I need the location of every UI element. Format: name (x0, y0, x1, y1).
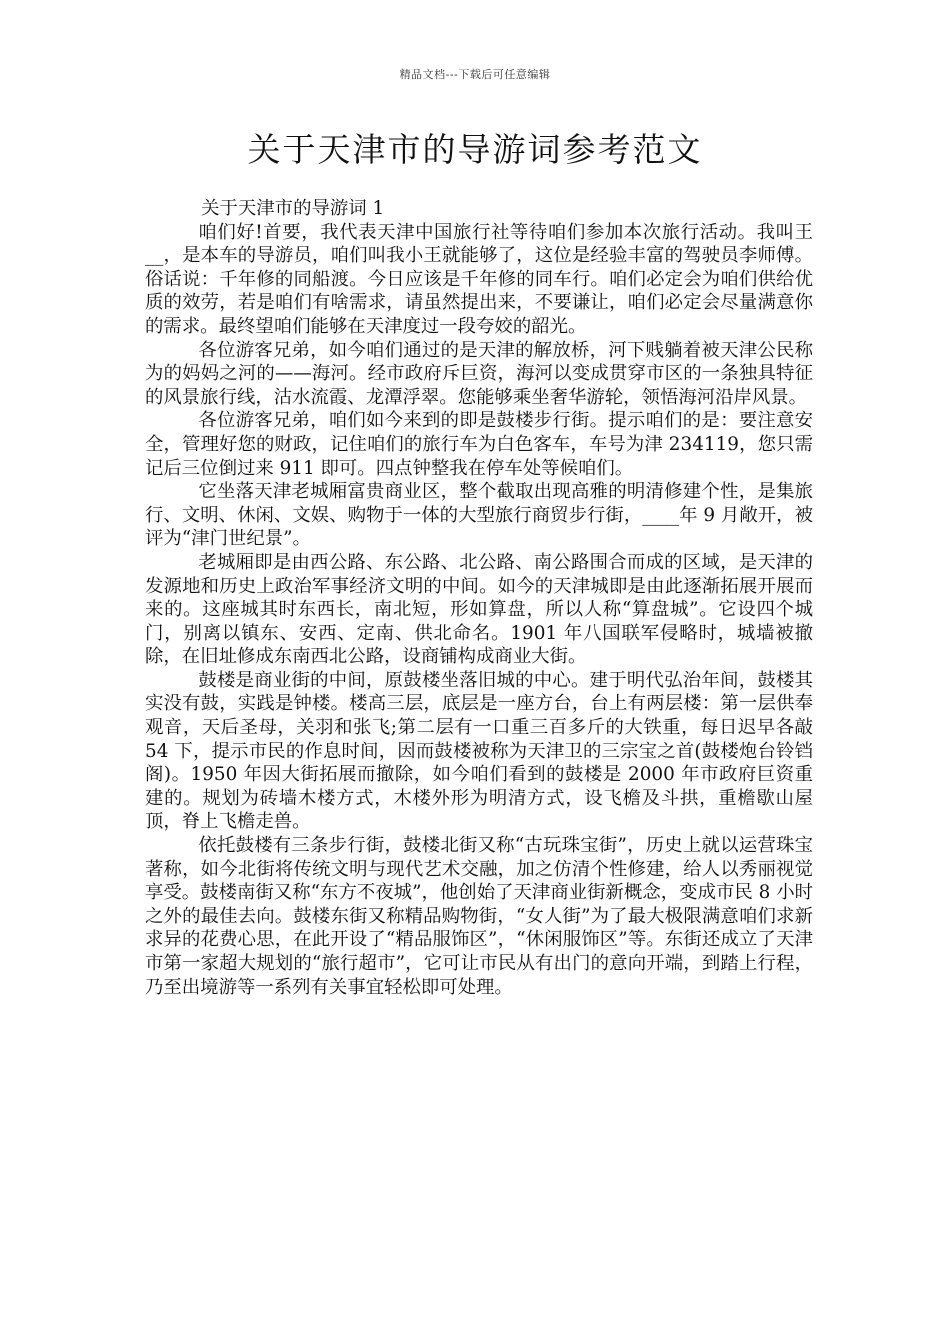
header-note: 精品文档---下载后可任意编辑 (399, 68, 551, 81)
paragraph-7: 依托鼓楼有三条步行街，鼓楼北街又称“古玩珠宝街”，历史上就以运营珠宝著称，如今北街将传统文明与现代艺术交融，加之仿清个性修建，给人以秀丽视觉享受。鼓楼南街又称“东方不夜城”，他创始了天津商业街新概念，变成市民 8 小时之外的最佳去向。鼓楼东街又称精品购物街，“女人街”为了最大极限满意咱们求新求异的花费心思，在此开设了“精品服饰区”，“休闲服饰区”等。东街还成立了天津市第一家超大规划的“旅行超市”，它可让市民从有出门的意向开端，到踏上行程，乃至出境游等一系列有关事宜轻松即可处理。 (145, 835, 813, 998)
paragraph-2: 各位游客兄弟，如今咱们通过的是天津的解放桥，河下贱躺着被天津公民称为的妈妈之河的——海河。经市政府斥巨资，海河以变成贯穿市区的一条独具特征的风景旅行线，沽水流霞、龙潭浮翠。您能够乘坐奢华游轮，领悟海河沿岸风景。 (145, 339, 813, 408)
paragraph-1: 咱们好!首要，我代表天津中国旅行社等待咱们参加本次旅行活动。我叫王__，是本车的导游员，咱们叫我小王就能够了，这位是经验丰富的驾驶员李师傅。俗话说：千年修的同船渡。今日应该是千年修的同车行。咱们必定会为咱们供给优质的效劳，若是咱们有啥需求，请虽然提出来，不要谦让，咱们必定会尽量满意你的需求。最终望咱们能够在天津度过一段夸姣的韶光。 (145, 221, 813, 337)
paragraph-6: 鼓楼是商业街的中间，原鼓楼坐落旧城的中心。建于明代弘治年间，鼓楼其实没有鼓，实践是钟楼。楼高三层，底层是一座方台，台上有两层楼：第一层供奉观音，天后圣母，关羽和张飞;第二层有一口重三百多斤的大铁重，每日迟早各敲 54 下，提示市民的作息时间，因而鼓楼被称为天津卫的三宗宝之首(鼓楼炮台铃铛阁)。1950 年因大街拓展而撤除，如今咱们看到的鼓楼是 2000 年市政府巨资重建的。规划为砖墙木楼方式，木楼外形为明清方式，设飞檐及斗拱，重檐歇山屋顶，脊上飞檐走兽。 (145, 669, 813, 833)
paragraph-3: 各位游客兄弟，咱们如今来到的即是鼓楼步行街。提示咱们的是：要注意安全，管理好您的财政，记住咱们的旅行车为白色客车，车号为津 234119，您只需记后三位倒过来 911 即可。四点钟整我在停车处等候咱们。 (145, 410, 813, 479)
paragraph-4: 它坐落天津老城厢富贵商业区，整个截取出现高雅的明清修建个性，是集旅行、文明、休闲、文娱、购物于一体的大型旅行商贸步行街，____年 9 月敞开，被评为“津门世纪景”。 (145, 481, 813, 550)
document-body (145, 197, 813, 999)
paragraph-5: 老城厢即是由西公路、东公路、北公路、南公路围合而成的区域，是天津的发源地和历史上政治军事经济文明的中间。如今的天津城即是由此逐渐拓展开展而来的。这座城其时东西长，南北短，形如算盘，所以人称“算盘城”。它设四个城门，别离以镇东、安西、定南、供北命名。1901 年八国联军侵略时，城墙被撤除，在旧址修成东南西北公路，设商铺构成商业大街。 (145, 551, 813, 668)
document-title: 关于天津市的导游词参考范文 (247, 130, 703, 169)
section-subtitle: 关于天津市的导游词 1 (201, 198, 385, 219)
